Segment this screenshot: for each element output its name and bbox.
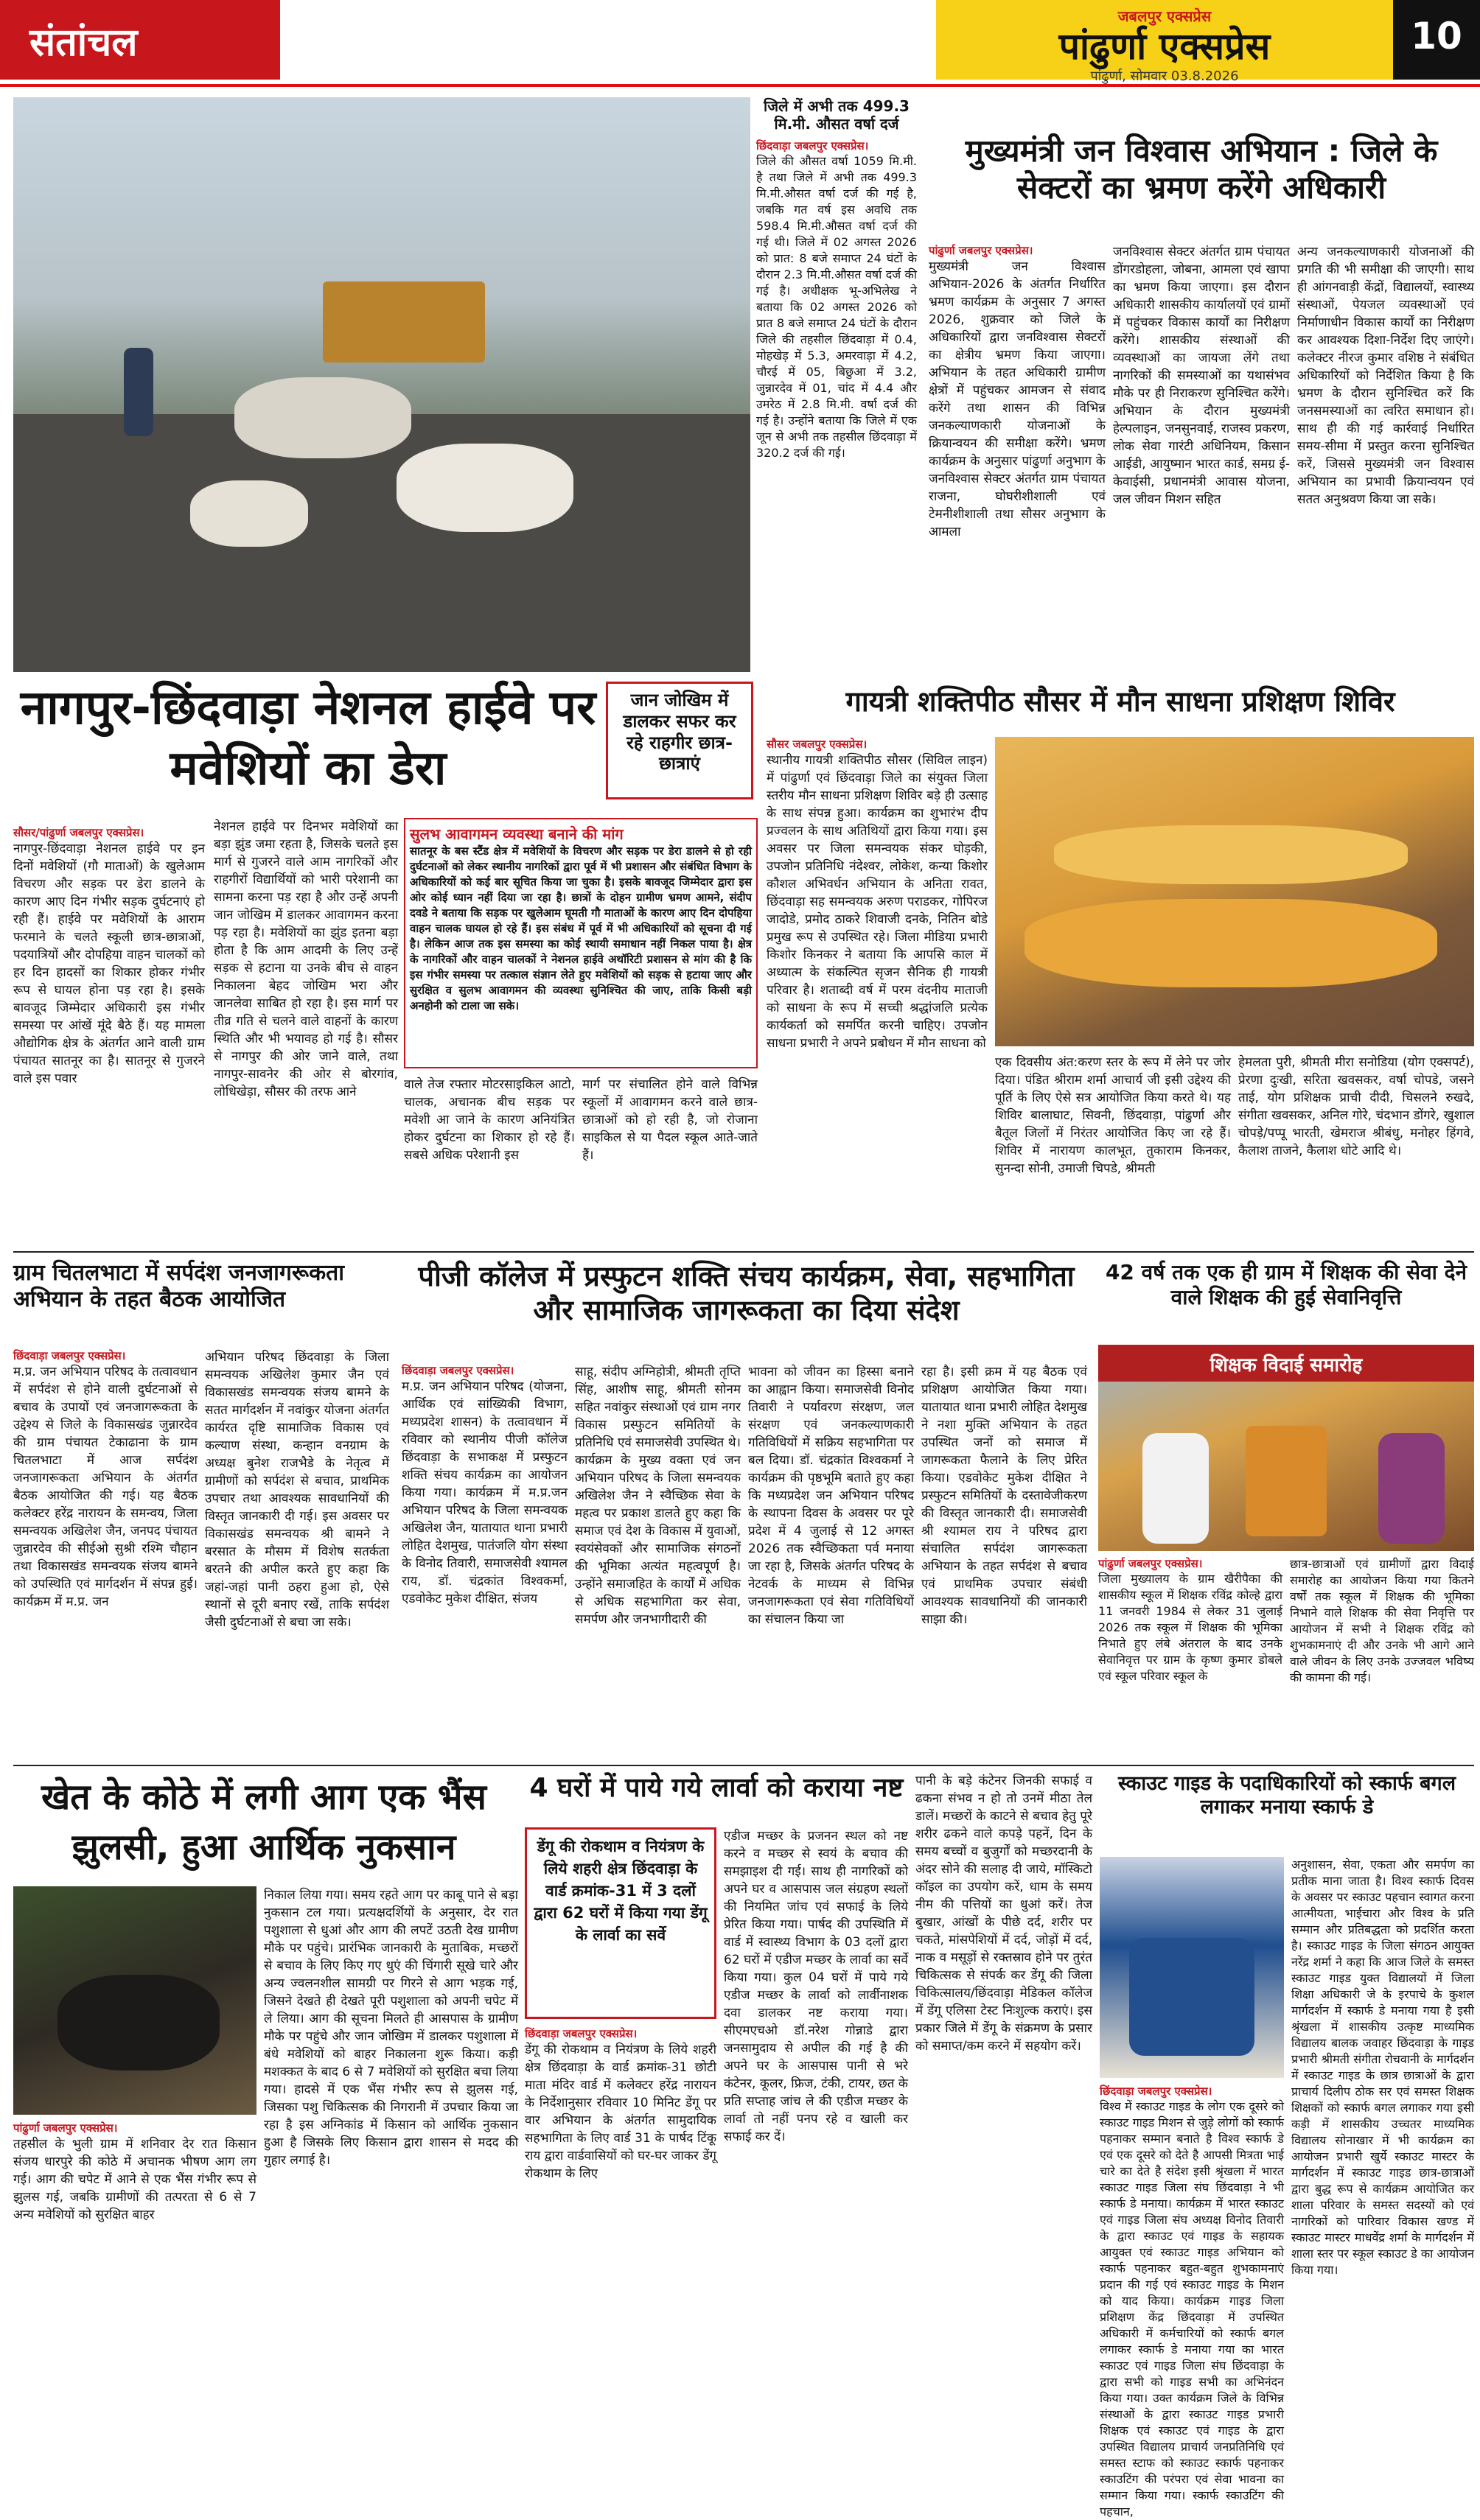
cm-article-body: [929, 243, 1474, 678]
highway-byline: सौसर/पांढुर्णा जबलपुर एक्सप्रेस।: [13, 826, 144, 839]
highway-kicker: जान जोखिम में डालकर सफर कर रहे राहगीर छात्र-छात्राएं: [623, 690, 736, 774]
larva-byline: छिंदवाड़ा जबलपुर एक्सप्रेस।: [525, 2027, 638, 2040]
fire-headline: खेत के कोठे में लगी आग एक भैंस झुलसी, हुआ आर्थिक नुकसान: [41, 1777, 487, 1868]
pg-col4-wrap: [921, 1363, 1087, 1761]
highway-col4-wrap: [582, 1076, 758, 1245]
pg-col1-wrap: [402, 1363, 568, 1761]
teacher-col1-wrap: [1098, 1556, 1282, 1763]
highway-col3-wrap: [404, 1076, 575, 1245]
gayatri-col2: एक दिवसीय अंत:करण स्तर के रूप में लेने पर जोर दिया। पंडित श्रीराम शर्मा आचार्य जी इसी उद्देश्य की पूर्ति के लिए ऐसे सत्र आयोजित किया करते थे। यह शिविर बालाघाट, सिवनी, छिंदवाड़ा, पांढुर्णा और बैतूल जिलों में निरंतर आयोजित किए जा रहे हैं। शिविर में नारायण कालभूत, तुकाराम किनकर, सुनन्दा सोनी, उमाजी चिपडे, श्रीमती: [995, 1055, 1231, 1176]
teacher-photo: [1098, 1345, 1474, 1551]
chitalbhata-headline-block: [13, 1260, 397, 1341]
teacher-banner: शिक्षक विदाई समारोह: [1098, 1345, 1474, 1382]
rain-headline: जिले में अभी तक 499.3 मि.मी. औसत वर्षा दर्ज: [764, 97, 910, 133]
gayatri-col3-wrap: [1238, 1054, 1474, 1245]
larva-headline-block: [525, 1772, 908, 1824]
fire-col1-wrap: [13, 2121, 256, 2301]
edition-date: पांढुर्णा, सोमवार 03.8.2026: [1090, 69, 1239, 84]
cm-byline: पांढुर्णा जबलपुर एक्सप्रेस।: [929, 244, 1033, 257]
fire-byline: पांढुर्णा जबलपुर एक्सप्रेस।: [13, 2121, 118, 2135]
teacher-headline-block: [1098, 1260, 1474, 1341]
pg-col1: म.प्र. जन अभियान परिषद (योजना, आर्थिक एवं सांख्यिकी विभाग, मध्यप्रदेश शासन) के तत्वावधान में रविवार को स्थानीय पीजी कॉलेज छिंदवाड़ा के सभाकक्ष में प्रस्फुटन शक्ति संचय कार्यक्रम का आयोजन किया गया। कार्यक्रम में म.प्र.जन अभियान परिषद के जिला समन्वयक अखिलेश जैन, यातायात थाना प्रभारी लोहित देशमुख, पातंजलि योग संस्था के विनोद तिवारी, समाजसेवी श्यामल राय, डॉ. चंद्रकांत विश्वकर्मा, एडवोकेट मुकेश दीक्षित, संजय: [402, 1379, 568, 1606]
highway-demand-box: [404, 818, 758, 1068]
larva-headline: 4 घरों में पाये गये लार्वा को कराया नष्ट: [529, 1773, 904, 1803]
pg-headline: पीजी कॉलेज में प्रस्फुटन शक्ति संचय कार्यक्रम, सेवा, सहभागिता और सामाजिक जागरूकता का दिया संदेश: [418, 1260, 1075, 1326]
buffalo-photo: [13, 1886, 256, 2115]
rain-body: जिले की औसत वर्षा 1059 मि.मी. है तथा जिले में अभी तक 499.3 मि.मी.औसत वर्षा दर्ज की गई है, जबकि गत वर्ष इस अवधि तक 598.4 मि.मी.औसत वर्षा दर्ज की गई थी। जिले में 02 अगस्त 2026 को प्रात: 8 बजे समाप्त 24 घंटों के दौरान 2.3 मि.मी.औसत वर्षा दर्ज की गई है। अधीक्षक भू-अभिलेख ने बताया कि 02 अगस्त 2026 को प्रात 8 बजे समाप्त 24 घंटों के दौरान जिले की तहसील छिंदवाड़ा में 0.4, मोहखेड़ में 5.3, अमरवाड़ा में 4.2, चौरई में 05, बिछुआ में 3.2, जुन्नारदेव में 01, चांद में 4.4 और उमरेठ में 2.8 मि.मी. वर्षा दर्ज की गई है। उन्होंने बताया कि जिले में एक जून से अभी तक तहसील छिंदवाड़ा में 320.2 दर्ज की गई।: [756, 154, 917, 460]
rain-byline: छिंदवाड़ा जबलपुर एक्सप्रेस।: [756, 139, 869, 153]
highway-col4: मार्ग पर संचालित होने वाले विभिन्न स्कूलों में आवागमन करने वाले छात्र-छात्राओं को हो रही है, जो रोजाना साइकिल से या पैदल स्कूल आते-जाते हैं।: [582, 1077, 758, 1163]
pg-col2: साहू, संदीप अग्निहोत्री, श्रीमती तृप्ति सिंह, आशीष साहू, श्रीमती सोनम सहित नवांकुर संस्थाओं एवं ग्राम नगर विकास प्रस्फुटन समितियों के प्रतिनिधि एवं समाजसेवी उपस्थित थे। कार्यक्रम के मुख्य वक्ता एवं जन अभियान परिषद के जिला समन्वयक अखिलेश जैन ने स्वैच्छिक सेवा के महत्व पर प्रकाश डालते हुए कहा कि समाज एवं देश के विकास में युवाओं, स्वयंसेवकों और सामाजिक संगठनों की भूमिका अत्यंत महत्वपूर्ण है। उन्होंने समाजहित के कार्यों में अधिक से अधिक सहभागिता कर सेवा, समर्पण और जनभागीदारी की: [575, 1365, 741, 1627]
fire-col2-wrap: [264, 1886, 518, 2301]
scout-col1: अनुशासन, सेवा, एकता और समर्पण का प्रतीक माना जाता है। विश्व स्कार्फ दिवस के अवसर पर स्काउट पहचान स्वागत करना आत्मीयता, भाईचारा और विश्व के प्रति सम्मान और प्रतिबद्धता को प्रदर्शित करता है। स्काउट गाइड के जिला संगठन आयुक्त नरेंद्र शर्मा ने कहा कि आज जिले के समस्त स्काउट गाइड युक्त विद्यालयों में जिला शिक्षा अधिकारी जे के इरपाचे के कुशल मार्गदर्शन में स्कार्फ डे मनाया गया है इसी श्रृंखला में शासकीय उत्कृष्ट माध्यमिक विद्यालय बालक जवाहर छिंदवाड़ा के गाइड प्रभारी श्रीमती संगीता रोचवानी के मार्गदर्शन में स्काउट गाइड के छात्र छात्राओं के द्वारा प्राचार्य दिलीप ठोक सर एवं समस्त शिक्षक शिक्षकों को स्कार्फ बगल लगाकर गया इसी कड़ी में शासकीय उच्चतर माध्यमिक विद्यालय सोनाखार में भी कार्यक्रम का आयोजन प्रभारी खुर्ये स्काउट मास्टर के मार्गदर्शन में स्काउट गाइड छात्र-छात्राओं द्वारा बुद्ध रूप से कार्यक्रम आयोजित कर शाला परिवार के समस्त सदस्यों को एवं नागरिकों को पारिवार विकास खण्ड में स्काउट मास्टर माधवेंद्र शर्मा के मार्गदर्शन में शाला स्तर पर स्कूल स्काउट डे का आयोजन किया गया।: [1291, 1858, 1474, 2277]
chitalbhata-col2-wrap: [205, 1348, 389, 1761]
scout-byline: छिंदवाड़ा जबलपुर एक्सप्रेस।: [1100, 2085, 1212, 2098]
larva-col1: डेंगू की रोकथाम व नियंत्रण के लिये शहरी क्षेत्र छिंदवाड़ा के वार्ड क्रमांक-31 छोटी माता मंदिर वार्ड में कलेक्टर हरेंद्र नारायन के निर्देशानुसार रविवार 10 मिनिट डेंगू पर वार अभियान के अंतर्गत सामुदायिक सहभागिता के लिए वार्ड 31 के पार्षद टिंकू राय द्वारा वार्डवासियों को घर-घर जाकर डेंगू रोकथाम के लिए: [525, 2043, 716, 2181]
highway-box-body: सातनूर के बस स्टैंड क्षेत्र में मवेशियों के विचरण और सड़क पर डेरा डालने से हो रही दुर्घटनाओं को लेकर स्थानीय नागरिकों द्वारा पूर्व में भी प्रशासन और संबंधित विभाग के अधिकारियों को कई बार सूचित किया जा चुका है। इसके बावजूद जिम्मेदार द्वारा इस ओर कोई ध्यान नहीं दिया जा रहा है। छात्रों के दोहन ग्रामीण भ्रमण आमने, संदीप दवडे ने बताया कि सड़क पर खुलेआम घूमती गौ माताओं के कारण आए दिन दोपहिया वाहन चालक घायल हो रहे हैं। इस संबंध में पूर्व में भी अधिकारियों को सूचना दी गई है। लेकिन आज तक इस समस्या का कोई स्थायी समाधान नहीं निकल पाया है। क्षेत्र के नागरिकों और वाहन चालकों ने नेशनल हाईवे अथॉरिटी प्रशासन से मांग की है कि इस गंभीर समस्या पर तत्काल संज्ञान लेते हुए मवेशियों को सड़क से हटाया जाए और सुरक्षित व सुलभ आवागमन की व्यवस्था सुनिश्चित की जाए, ताकि किसी बड़ी अनहोनी को टाला जा सके।: [410, 844, 752, 1012]
cm-article-header: [929, 133, 1474, 236]
gayatri-headline-block: [767, 685, 1474, 729]
highway-box-title: सुलभ आवागमन व्यवस्था बनाने की मांग: [410, 825, 624, 843]
highway-col2: नेशनल हाईवे पर दिनभर मवेशियों का बड़ा झुंड जमा रहता है, जिसके चलते इस मार्ग से गुजरने वाले आम नागरिकों और राहगीरों विद्यार्थियों को भारी परेशानी का सामना करना पड़ रहा है और उन्हें अपनी जान जोखिम में डालकर आवागमन करना पड़ रहा है। मवेशियों का झुंड इतना बड़ा होता है कि आम आदमी के लिए उन्हें सड़क से हटाना या उनके बीच से वाहन निकालना बेहद जोखिम भरा और जानलेवा साबित हो रहा है। इस मार्ग पर तीव्र गति से चलने वाले वाहनों के कारण स्थिति और भी भयावह हो गई है। सौसर से नागपुर की ओर जाने वाले, तथा नागपुर-सावनेर की ओर से बोरगांव, लोधिखेड़ा, सौसर की तरफ आने: [214, 819, 398, 1099]
divider: [13, 1765, 1474, 1766]
pg-headline-block: [402, 1260, 1091, 1356]
chitalbhata-col1-wrap: [13, 1348, 198, 1761]
highway-col3: वाले तेज रफ्तार मोटरसाइकिल आटो, चालक, अचानक बीच सड़क पर मवेशी आ जाने के कारण अनियंत्रित होकर दुर्घटना का शिकार हो रहे हैं। सबसे अधिक परेशानी इस: [404, 1077, 575, 1163]
chitalbhata-col1: म.प्र. जन अभियान परिषद के तत्वावधान में सर्पदंश से होने वाली दुर्घटनाओं से बचाव के उपायों एवं जनजागरूकता के उद्देश्य से जिले के विकासखंड जुन्नारदेव की ग्राम पंचायत टेकाढाना के ग्राम चितलभाटा में आज सर्पदंश जनजागरूकता अभियान के अंतर्गत बैठक आयोजित की गई। यह बैठक कलेक्टर हरेंद्र नारायन के समन्वय, जिला समन्वयक अखिलेश जैन, जनपद पंचायत जुन्नारदेव की सीईओ सुश्री रश्मि चौहान तथा विकासखंड समन्वयक संजय बामने को उपस्थिति एवं मार्गदर्शन में संपन्न हुई। कार्यक्रम में म.प्र. जन: [13, 1365, 198, 1609]
teacher-byline: पांढुर्णा जबलपुर एक्सप्रेस।: [1098, 1557, 1203, 1570]
pg-col4: रहा है। इसी क्रम में यह बैठक एवं प्रशिक्षण आयोजित किया गया। यातायात थाना प्रभारी लोहित देशमुख ने नशा मुक्ति अभियान के तहत उपस्थित जनों को समाज में जागरूकता फैलाने के लिए प्रेरित किया। एडवोकेट मुकेश दीक्षित ने प्रस्फुटन समितियों के दस्तावेजीकरण की विस्तृत जानकारी दी। समाजसेवी श्री श्यामल राय ने परिषद द्वारा संचालित सर्पदंश जागरूकता अभियान के तहत सर्पदंश से बचाव एवं प्राथमिक उपचार संबंधी आवश्यक सावधानियों की जानकारी साझा की।: [921, 1365, 1087, 1627]
larva-sub: डेंगू की रोकथाम व नियंत्रण के लिये शहरी क्षेत्र छिंदवाड़ा के वार्ड क्रमांक-31 में 3 दलों द्वारा 62 घरों में किया गया डेंगू के लार्वा का सर्वे: [534, 1838, 708, 1944]
fire-headline-block: [13, 1772, 514, 1883]
gayatri-headline: गायत्री शक्तिपीठ सौसर में मौन साधना प्रशिक्षण शिविर: [845, 685, 1395, 718]
larva-col2: एडीज मच्छर के प्रजनन स्थल को नष्ट करने व मच्छर से स्वयं के बचाव की समझाइश दी गई। साथ ही नागरिकों को अपने घर व आसपास जल संग्रहण स्थलों की नियमित जांच एवं सफाई के लिये प्रेरित किया गया। पार्षद की उपस्थिति में वार्ड में स्वास्थ्य विभाग के 03 दलों द्वारा 62 घरों में एडीज मच्छर के लार्वा का सर्वे किया गया। कुल 04 घरों में पाये गये एडीज मच्छर के लार्वा को लार्वीनाशक दवा डालकर नष्ट कराया गया। सीएमएचओ डॉ.नरेश गोन्नाडे द्वारा जनसामुदाय से अपील की गई है की अपने घर के आसपास पानी से भरे कंटेनर, कूलर, फ्रिज, टंकी, टायर, छत के प्रति सप्ताह जांच ले की एडीज मच्छर के लार्वा तो नहीं पनप रहे व खाली कर सफाई कर दें।: [724, 1829, 908, 2144]
teacher-col2-wrap: [1290, 1556, 1474, 1763]
cm-col1: मुख्यमंत्री जन विश्वास अभियान-2026 के अंतर्गत निर्धारित भ्रमण कार्यक्रम के अनुसार 7 अगस्त 2026, शुक्रवार को जिले के अधिकारियों द्वारा जनविश्वास सेक्टरों का क्षेत्रीय भ्रमण किया जाएगा। अभियान के तहत अधिकारी ग्रामीण क्षेत्रों में पहुंचकर आमजन से संवाद करेंगे तथा शासन की विभिन्न जनकल्याणकारी योजनाओं के क्रियान्वयन की समीक्षा करेंगे। भ्रमण कार्यक्रम के अनुसार पांढुर्णा अनुभाग के जनविश्वास सेक्टर अंतर्गत ग्राम पंचायत राजना, घोघरीशीशाली एवं टेमनीशीशाली तथा सौसर अनुभाग के आमला: [929, 259, 1106, 539]
chitalbhata-headline: ग्राम चितलभाटा में सर्पदंश जनजागरूकता अभियान के तहत बैठक आयोजित: [13, 1260, 345, 1312]
divider: [13, 1251, 1474, 1253]
highway-kicker-box: [606, 682, 753, 799]
scout-col1-wrap: [1291, 1857, 1474, 2301]
cm-headline: मुख्यमंत्री जन विश्वास अभियान : जिले के सेक्टरों का भ्रमण करेंगे अधिकारी: [965, 133, 1438, 206]
section-title: संतांचल: [0, 0, 280, 80]
teacher-col2: छात्र-छात्राओं एवं ग्रामीणों द्वारा विदाई समारोह का आयोजन किया गया कितने वर्षों तक स्कूल में शिक्षक की भूमिका निभाने वाले शिक्षक की सेवा निवृत्ति पर आयोजन में सभी ने शिक्षक रविंद्र को शुभकामनाएं दी और उनके भी आगे आने वाले जीवन के लिए उनके उज्जवल भविष्य की कामना की गई।: [1290, 1557, 1474, 1684]
larva-col3: पानी के बड़े कंटेनर जिनकी सफाई व ढकना संभव न हो तो उनमें मीठा तेल डालें। मच्छरों के काटने से बचाव हेतु पूरे शरीर ढकने वाले कपड़े पहनें, दिन के समय बच्चों व बुजुर्गों को मच्छरदानी के अंदर सोने की सलाह दी जाये, मॉस्किटो कॉइल का उपयोग करें, धाम के समय नीम की पत्तियों का धुआं करें। तेज बुखार, आंखों के पीछे दर्द, शरीर पर चकते, मांसपेशियों में दर्द, जोड़ों में दर्द, नाक व मसूड़ों से रक्तस्राव होने पर तुरंत चिकित्सक से संपर्क कर डेंगू की जिला चिकित्सालय/छिंदवाड़ा मेडिकल कॉलेज में डेंगू एलिसा टेस्ट निःशुल्क कराएं। इस प्रकार जिले में डेंगू के संक्रमण के प्रसार को समाप्त/कम करने में सहयोग करें।: [915, 1774, 1092, 2054]
chitalbhata-col2: अभियान परिषद छिंदवाड़ा के जिला समन्वयक अखिलेश कुमार जैन एवं विकासखंड समन्वयक संजय बामने के सतत मार्गदर्शन में नवांकुर योजना अंतर्गत कार्यरत दृष्टि सामाजिक विकास एवं कल्याण संस्था, कन्हान वनग्राम के अध्यक्ष बुनेश राजभैडे के नेतृत्व में ग्रामीणों को सर्पदंश से बचाव, प्राथमिक उपचार तथा आवश्यक सावधानियों की विस्तृत जानकारी दी गई। इस अवसर पर विकासखंड समन्वयक श्री बामने ने बरसात के मौसम में विशेष सतर्कता बरतने की अपील करते हुए कहा कि जहां-जहां पानी ठहरा हुआ हो, ऐसे स्थानों से दूरी बनाए रखें, ताकि सर्पदंश जैसी दुर्घटनाओं से बचा जा सके।: [205, 1350, 389, 1630]
highway-headline-block: [13, 678, 603, 825]
page-number: 10: [1393, 0, 1480, 80]
larva-col3-wrap: [915, 1772, 1092, 2301]
highway-col2-wrap: [214, 818, 398, 1245]
larva-sub-box: [525, 1827, 716, 2019]
chitalbhata-byline: छिंदवाड़ा जबलपुर एक्सप्रेस।: [13, 1349, 126, 1362]
gayatri-col2-wrap: [995, 1054, 1231, 1245]
scout-headline: स्काउट गाइड के पदाधिकारियों को स्कार्फ बगल लगाकर मनाया स्कार्फ डे: [1117, 1772, 1456, 1819]
larva-col2-wrap: [724, 1827, 908, 2301]
cm-col3: अन्य जनकल्याणकारी योजनाओं की प्रगति की भी समीक्षा की जाएगी। साथ ही आंगनवाड़ी केंद्रों, विद्यालयों, स्वास्थ्य संस्थाओं, पेयजल व्यवस्थाओं एवं निर्माणाधीन विकास कार्यों का निरीक्षण कर आवश्यक दिशा-निर्देश दिए जाएंगे। कलेक्टर नीरज कुमार वशिष्ठ ने संबंधित अधिकारियों को निर्देशित किया है कि भ्रमण के दौरान सुनिश्चित करें कि जनसमस्याओं का त्वरित समाधान हो। साथ ही की गई कार्रवाई निर्धारित समय-सीमा में प्रस्तुत करना सुनिश्चित करें, जिससे मुख्यमंत्री जन विश्वास अभियान का प्रभावी क्रियान्वयन एवं सतत अनुश्रवण किया जा सके।: [1297, 245, 1474, 507]
scout-col0-wrap: [1100, 2084, 1284, 2519]
cm-col2: जनविश्वास सेक्टर अंतर्गत ग्राम पंचायत डोंगरडोहला, जोबना, आमला एवं खापा का भ्रमण किया जाएगा। इस दौरान अधिकारी शासकीय कार्यालयों एवं ग्रामों में पहुंचकर विकास कार्यों का निरीक्षण करेंगे। शासकीय संस्थाओं की व्यवस्थाओं का जायजा लेंगे तथा नागरिकों की समस्याओं का यथासंभव मौके पर ही निराकरण सुनिश्चित करेंगे। अभियान के दौरान मुख्यमंत्री हेल्पलाइन, जनसुनवाई, राजस्व प्रकरण, लोक सेवा गारंटी अधिनियम, किसान आईडी, आयुष्मान भारत कार्ड, समग्र ई-केवाईसी, प्रधानमंत्री आवास योजना, जल जीवन मिशन सहित: [1113, 245, 1290, 507]
gayatri-photo: [995, 737, 1474, 1046]
scout-photo: [1100, 1857, 1284, 2078]
fire-col1: तहसील के भुली ग्राम में शनिवार देर रात किसान संजय धारपुरे की कोठे में अचानक भीषण आग लग गई। आग की चपेट में आने से एक भैंस गंभीर रूप से झुलस गई, जबकि ग्रामीणों की तत्परता से 6 से 7 अन्य मवेशियों को सुरक्षित बाहर: [13, 2137, 256, 2222]
highway-col1: नागपुर-छिंदवाड़ा नेशनल हाईवे पर इन दिनों मवेशियों (गौ माताओं) के खुलेआम विचरण और सड़क पर डेरा डालने के कारण आए दिन गंभीर सड़क दुर्घटनाएं हो रही हैं। हाईवे पर मवेशियों के आराम फरमाने के चलते स्कूली छात्र-छात्राओं, पदयात्रियों और दोपहिया वाहन चालकों को हर दिन हादसों का शिकार होकर गंभीर रूप से घायल होना पड़ रहा है। इसके बावजूद जिम्मेदार अधिकारी इस गंभीर समस्या पर आंखें मूंदे बैठे हैं। यह मामला औद्योगिक क्षेत्र के अंतर्गत आने वाली ग्राम पंचायत सातनूर का है। सातनूर से गुजरने वाले इस पवार: [13, 841, 205, 1086]
gayatri-byline: सौसर जबलपुर एक्सप्रेस।: [767, 738, 868, 751]
scout-col0: विश्व में स्काउट गाइड के लोग एक दूसरे को स्काउट गाइड मिशन से जुड़े लोगों को स्कार्फ पहनाकर सम्मान बनाते है विश्व स्कार्फ डे एवं एक दूसरे को देते है आपसी मित्रता भाई चारे का देते है संदेश इसी श्रृंखला में भारत स्काउट गाइड जिला संघ छिंदवाड़ा ने भी स्कार्फ डे मनाया। कार्यक्रम में भारत स्काउट एवं गाइड जिला संघ अध्यक्ष विनोद तिवारी के द्वारा स्काउट एवं गाइड के सहायक आयुक्त एवं स्काउट गाइड अभियान को स्कार्फ पहनाकर बहुत-बहुत शुभकामनाएं प्रदान की गई एवं स्काउट गाइड के मिशन को याद किया। कार्यक्रम गाइड जिला प्रशिक्षण केंद्र छिंदवाड़ा में उपस्थित अधिकारी में कर्मचारियों को स्कार्फ बगल लगाकर स्कार्फ डे मनाया गया का भारत स्काउट एवं गाइड जिला संघ छिंदवाड़ा के द्वारा सभी को गाइड सभी का अभिनंदन किया गया। उक्त कार्यक्रम जिले के विभिन्न संस्थाओं के द्वारा स्काउट गाइड प्रभारी शिक्षक एवं स्काउट एवं गाइड के द्वारा उपस्थित विद्यालय प्राचार्य जनप्रतिनिधि एवं समस्त स्टाफ को स्काउट स्कार्फ पहनाकर स्काउटिंग की परंपरा एवं सेवा भावना का सम्मान किया गया। स्कार्फ स्काउटिंग की पहचान,: [1100, 2099, 1284, 2519]
pg-byline: छिंदवाड़ा जबलपुर एक्सप्रेस।: [402, 1364, 514, 1377]
brand-block: [936, 0, 1393, 84]
fire-col2: निकाल लिया गया। समय रहते आग पर काबू पाने से बड़ा नुकसान टल गया। प्रत्यक्षदर्शियों के अनुसार, देर रात पशुशाला से धुआं और आग की लपटें उठती देख ग्रामीण मौके पर पहुंचे। प्रारंभिक जानकारी के मुताबिक, मच्छरों से बचाव के लिए किए गए धुएं की चिंगारी सूखे चारे और अन्य ज्वलनशील सामग्री पर गिरने से आग भड़क गई, जिसने देखते ही देखते पूरी पशुशाला को अपनी चपेट में ले लिया। आग की सूचना मिलते ही आसपास के ग्रामीण मौके पर पहुंचे और जान जोखिम में डालकर पशुशाला में बंधे मवेशियों को बाहर निकालना शुरू किया। कड़ी मशक्कत के बाद 6 से 7 मवेशियों को सुरक्षित बचा लिया गया। हादसे में एक भैंस गंभीर रूप से झुलस गई, जिसका पशु चिकित्सक की निगरानी में उपचार किया जा रहा है इस अग्निकांड में किसान को आर्थिक नुकसान हुआ है जिसके लिए किसान द्वारा शासन से मदद की गुहार लगाई है।: [264, 1888, 518, 2168]
pg-col3-wrap: [748, 1363, 914, 1761]
scout-headline-block: [1100, 1772, 1474, 1853]
rain-article: [752, 97, 921, 665]
pg-col3: भावना को जीवन का हिस्सा बनाने का आह्वान किया। समाजसेवी विनोद तिवारी ने पर्यावरण संरक्षण, जल संरक्षण एवं जनकल्याणकारी गतिविधियों में सक्रिय सहभागिता पर बल दिया। डॉ. चंद्रकांत विश्वकर्मा ने कार्यक्रम की पृष्ठभूमि बताते हुए कहा कि मध्यप्रदेश जन अभियान परिषद के स्थापना दिवस के अवसर पर पूरे प्रदेश में 4 जुलाई से 12 अगस्त 2026 तक स्वैच्छिकता पर्व मनाया जा रहा है, जिसके अंतर्गत परिषद के नेटवर्क के माध्यम से विभिन्न जनजागरूकता एवं सेवा गतिविधियों का संचालन किया जा: [748, 1365, 914, 1627]
larva-col1-wrap: [525, 2026, 716, 2301]
brand-title: पांढुर्णा एक्सप्रेस: [1058, 25, 1271, 68]
brand-subtitle: जबलपुर एक्सप्रेस: [1117, 7, 1212, 25]
gayatri-body: स्थानीय गायत्री शक्तिपीठ सौसर (सिविल लाइन) में पांढुर्णा एवं छिंदवाड़ा जिले का संयुक्त जिला स्तरीय मौन साधना प्रशिक्षण शिविर बड़े ही उत्साह के साथ संपन्न हुआ। कार्यक्रम का शुभारंभ दीप प्रज्वलन के साथ अतिथियों द्वारा किया गया। इस अवसर पर जिला समन्वयक संकर घोड़की, उपजोन प्रतिनिधि नंदेश्वर, लोकेश, कन्या किशोर कौशल अभिवर्धन अभियान के अनिता रावत, छिंदवाड़ा सह समन्वयक अरुण पराडकर, गोपिरज जादोडे, प्रमोद ठाकरे शिवाजी दनके, नितिन बोडे प्रमुख रूप से उपस्थित रहे। जिला मीडिया प्रभारी किशोर किनकर ने बताया कि आपसि काल में अध्यात्म के संकल्पित सृजन सैनिक ही गायत्री परिवार है। शताब्दी वर्ष में परम वंदनीय माताजी को साधना के रूप में सच्ची श्रद्धांजलि प्रत्येक कार्यकर्ता को समर्पित करनी चाहिए। उपजोन साधना प्रभारी ने अपने प्रबोधन में मौन साधना को: [767, 753, 988, 1051]
gayatri-col1-wrap: [767, 737, 988, 1245]
teacher-col1: जिला मुख्यालय के ग्राम खैरीपैका की शासकीय स्कूल में शिक्षक रविंद्र कोल्हे द्वारा 11 जनवरी 1984 से लेकर 31 जुलाई 2026 तक स्कूल में शिक्षक की भूमिका निभाते हुए लंबे अंतराल के बाद उनके सेवानिवृत्त पर ग्राम के कृष्ण कुमार डोबले एवं स्कूल परिवार स्कूल के: [1098, 1572, 1282, 1683]
highway-col1-wrap: [13, 825, 205, 1245]
teacher-headline: 42 वर्ष तक एक ही ग्राम में शिक्षक की सेवा देने वाले शिक्षक की हुई सेवानिवृत्ति: [1105, 1260, 1467, 1309]
gayatri-col3: हेमलता पुरी, श्रीमती मीरा सनोडिया (योग एक्सपर्ट), प्रेरणा दुःखी, सरिता खवसकर, वर्षा चोपडे, जसने ताई, योग प्रशिक्षक प्राची दीदी, चिसलने रुखदे, संगीता खवसकर, अनिल गोरे, चंदभान डोंगरे, खुशाल चोपड़े/पप्पू भारती, खेमराज श्रीबंधु, मनोहर हिंगवे, कैलाश ताजने, कैलाश धोटे आदि थे।: [1238, 1055, 1474, 1158]
highway-cattle-photo: [13, 97, 750, 672]
pg-col2-wrap: [575, 1363, 741, 1761]
highway-headline: नागपुर-छिंदवाड़ा नेशनल हाईवे पर मवेशियों का डेरा: [20, 681, 596, 796]
